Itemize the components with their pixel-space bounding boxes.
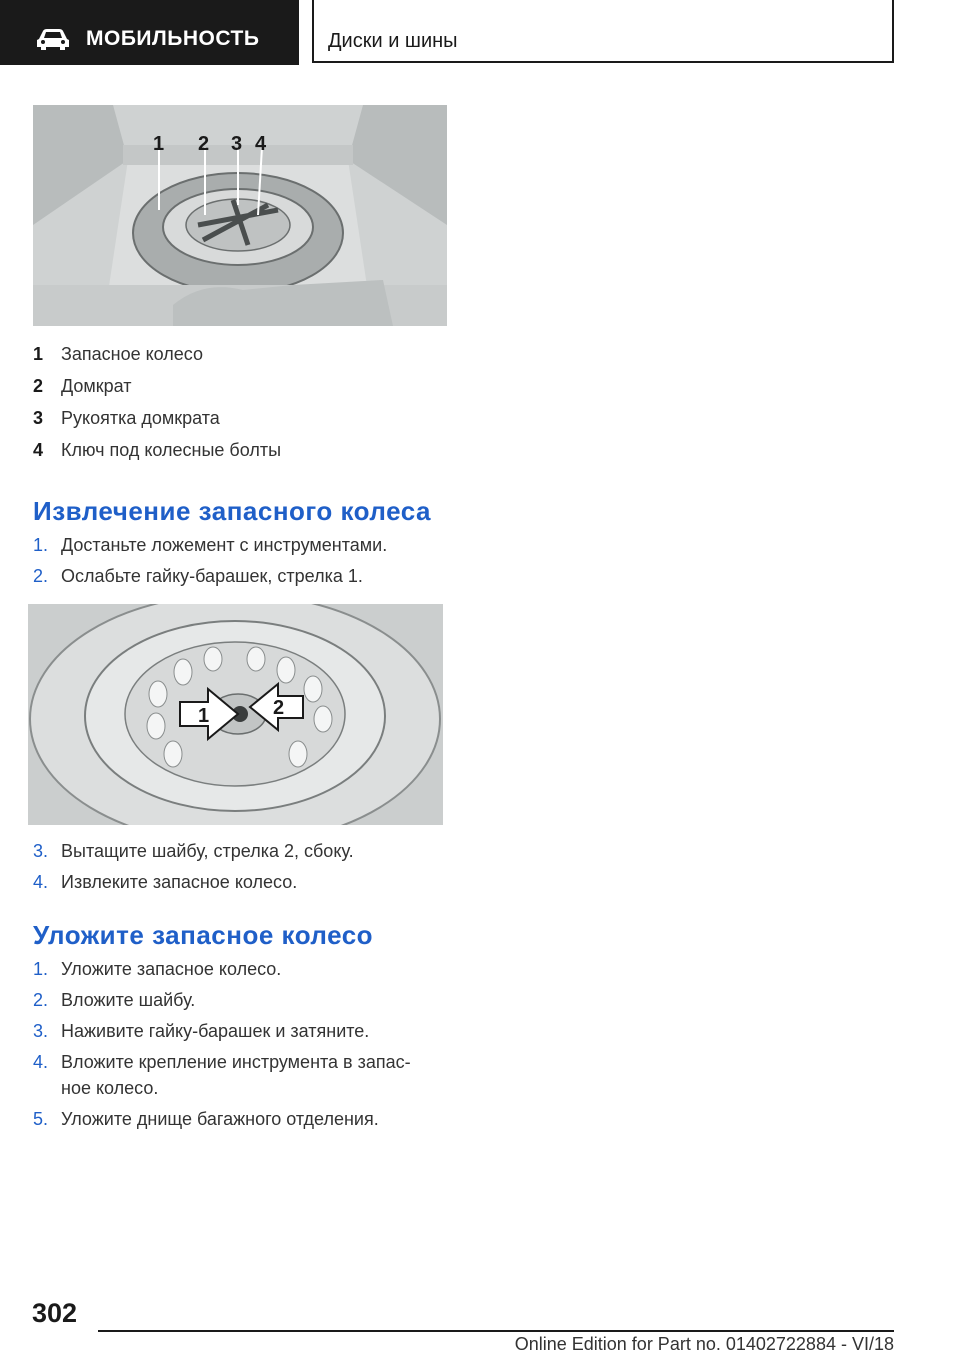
heading-remove-spare-wheel: Извлечение запасного колеса	[33, 496, 431, 526]
legend-item	[33, 402, 453, 434]
legend-text: Домкрат	[61, 375, 132, 396]
legend-item	[33, 370, 453, 402]
section-title: МОБИЛЬНОСТЬ	[86, 27, 260, 50]
step-number: 3.	[33, 1021, 49, 1041]
step-number: 3.	[33, 841, 49, 861]
legend-number: 1	[33, 343, 44, 364]
step-text: Вытащите шайбу, стрелка 2, сбоку.	[61, 841, 354, 861]
list-item	[33, 956, 453, 982]
legend-text: Рукоятка домкрата	[61, 407, 220, 428]
step-number: 4.	[33, 872, 49, 892]
section-header	[0, 0, 299, 65]
step-number: 5.	[33, 1109, 49, 1129]
legend-number: 3	[33, 407, 44, 428]
car-icon	[35, 27, 71, 51]
chapter-header	[312, 0, 894, 63]
footer-edition: Online Edition for Part no. 01402722884 - VI/18	[514, 1334, 894, 1354]
wing-nut-arrows-image	[28, 604, 443, 825]
stow-steps-list	[33, 956, 453, 1137]
remove-steps-list-continued	[33, 838, 453, 900]
step-number: 1.	[33, 959, 49, 979]
legend-item	[33, 434, 453, 466]
heading-stow-spare-wheel: Уложите запасное колесо	[33, 920, 374, 950]
list-item	[33, 1106, 453, 1132]
list-item	[33, 1049, 453, 1101]
figure-callout-1: 1	[153, 133, 165, 155]
step-text: Уложите днище багажного отделения.	[61, 1109, 379, 1129]
arrow-callout-2: 2	[273, 697, 285, 719]
legend-number: 4	[33, 439, 44, 460]
legend-item	[33, 338, 453, 370]
step-text: Извлеките запасное колесо.	[61, 872, 298, 892]
page-number: 302	[32, 1298, 78, 1328]
step-text: Наживите гайку-барашек и затяните.	[61, 1021, 370, 1041]
footer-divider	[98, 1330, 894, 1332]
figure-legend	[33, 338, 453, 466]
list-item	[33, 532, 453, 558]
step-text: Уложите запасное колесо.	[61, 959, 282, 979]
list-item	[33, 838, 453, 864]
step-text: Ослабьте гайку-барашек, стрелка 1.	[61, 566, 363, 586]
step-text: Вложите крепление инструмента в запас- ное колесо.	[61, 1052, 411, 1098]
figure-callout-2: 2	[198, 133, 210, 155]
legend-text: Запасное колесо	[61, 343, 204, 364]
step-text: Достаньте ложемент с инструментами.	[61, 535, 388, 555]
step-number: 2.	[33, 566, 49, 586]
list-item	[33, 563, 453, 589]
list-item	[33, 869, 453, 895]
legend-text: Ключ под колесные болты	[61, 439, 282, 460]
step-number: 2.	[33, 990, 49, 1010]
legend-number: 2	[33, 375, 44, 396]
chapter-title: Диски и шины	[328, 30, 458, 52]
figure-callout-3: 3	[231, 133, 243, 155]
figure-callout-4: 4	[255, 133, 267, 155]
step-number: 1.	[33, 535, 49, 555]
spare-wheel-trunk-image	[33, 105, 447, 326]
step-number: 4.	[33, 1052, 49, 1072]
arrow-callout-1: 1	[198, 705, 210, 727]
list-item	[33, 987, 453, 1013]
remove-steps-list	[33, 532, 453, 594]
list-item	[33, 1018, 453, 1044]
step-text: Вложите шайбу.	[61, 990, 196, 1010]
